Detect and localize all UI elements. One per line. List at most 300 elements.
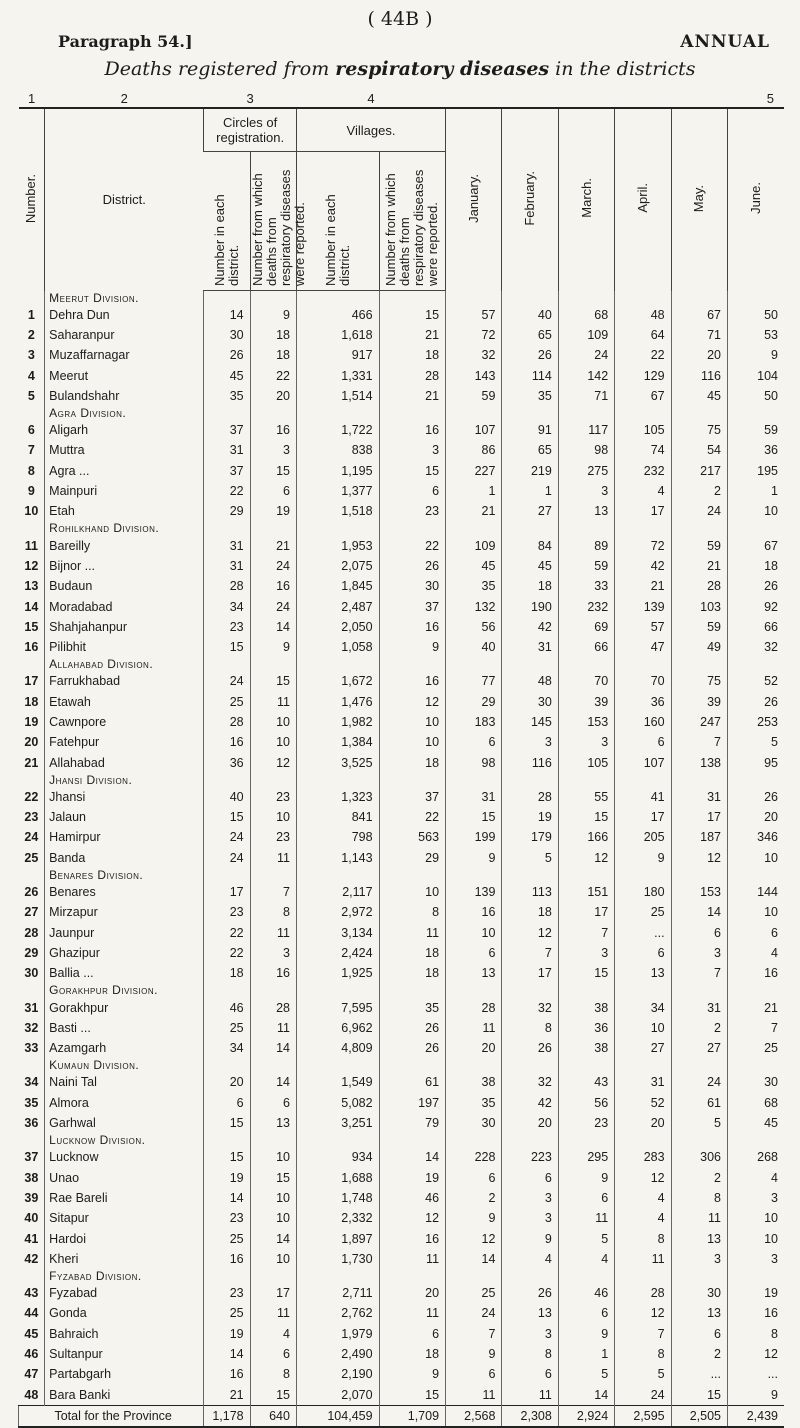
circles-count: 35 [204,386,250,406]
division-row [19,773,785,787]
division-row [19,983,785,997]
column-number: 4 [296,90,445,108]
table-row [19,1303,785,1323]
division-row [19,521,785,535]
month-deaths: 13 [671,1228,727,1248]
villages-count: 1,143 [296,848,379,868]
month-deaths: 4 [615,1208,671,1228]
circles-count: 14 [204,1188,250,1208]
empty-cell [204,868,250,882]
empty-cell [671,657,727,671]
total-month-deaths: 2,568 [446,1405,502,1427]
empty-cell [615,1058,671,1072]
month-deaths: 24 [671,501,727,521]
month-deaths: 10 [446,923,502,943]
table-row [19,787,785,807]
table-row [19,827,785,847]
month-deaths: 38 [446,1072,502,1092]
month-deaths: 15 [671,1384,727,1405]
month-deaths: 28 [671,576,727,596]
month-deaths: 9 [502,1228,558,1248]
villages-deaths: 22 [379,807,445,827]
month-deaths: 11 [671,1208,727,1228]
district-name: Etah [45,501,204,521]
month-deaths: 19 [502,807,558,827]
circles-count: 15 [204,807,250,827]
empty-cell [671,1269,727,1283]
month-deaths: 89 [558,535,614,555]
table-row [19,461,785,481]
empty-cell [727,406,784,420]
month-deaths: 105 [558,752,614,772]
villages-count: 1,323 [296,787,379,807]
month-deaths: 4 [727,943,784,963]
division-name: Rohilkhand Division. [45,521,204,535]
villages-count: 1,331 [296,365,379,385]
villages-count: 2,075 [296,556,379,576]
villages-count: 1,979 [296,1324,379,1344]
column-number: 2 [45,90,204,108]
villages-deaths: 26 [379,1018,445,1038]
villages-count: 798 [296,827,379,847]
villages-deaths: 30 [379,576,445,596]
month-deaths: 42 [615,556,671,576]
month-deaths: 6 [446,732,502,752]
district-name: Benares [45,882,204,902]
villages-deaths: 6 [379,1324,445,1344]
empty-cell [379,1133,445,1147]
villages-count: 934 [296,1147,379,1167]
circles-count: 31 [204,440,250,460]
month-deaths: 12 [558,848,614,868]
table-row [19,943,785,963]
empty-cell [296,773,379,787]
villages-deaths: 35 [379,997,445,1017]
empty-cell [502,983,558,997]
row-number [19,983,45,997]
district-name: Basti ... [45,1018,204,1038]
district-name: Moradabad [45,596,204,616]
empty-cell [558,657,614,671]
empty-cell [502,406,558,420]
month-deaths: 74 [615,440,671,460]
villages-deaths: 18 [379,752,445,772]
table-row [19,692,785,712]
villages-count: 1,058 [296,637,379,657]
month-deaths: 41 [615,787,671,807]
circles-deaths: 11 [250,1303,296,1323]
district-name: Ballia ... [45,963,204,983]
district-name: Ghazipur [45,943,204,963]
circles-deaths: 11 [250,923,296,943]
month-deaths: 9 [446,1208,502,1228]
month-deaths: 105 [615,420,671,440]
empty-cell [727,521,784,535]
circles-deaths: 22 [250,365,296,385]
district-name: Naini Tal [45,1072,204,1092]
row-number: 41 [24,1231,39,1246]
month-deaths: 104 [727,365,784,385]
month-deaths: 57 [615,617,671,637]
circles-deaths: 11 [250,692,296,712]
empty-cell [558,773,614,787]
month-deaths: 38 [558,1038,614,1058]
district-name: Pilibhit [45,637,204,657]
month-deaths: 30 [502,692,558,712]
row-number [19,521,45,535]
villages-deaths: 9 [379,1364,445,1384]
circles-deaths: 7 [250,882,296,902]
empty-cell [204,657,250,671]
month-deaths: 34 [615,997,671,1017]
circles-count: 15 [204,637,250,657]
district-name: Budaun [45,576,204,596]
empty-cell [446,983,502,997]
month-deaths: 3 [671,1249,727,1269]
circles-count: 37 [204,420,250,440]
circles-count: 6 [204,1093,250,1113]
month-deaths: 232 [615,461,671,481]
month-deaths: 24 [558,345,614,365]
table-row [19,1038,785,1058]
table-row [19,420,785,440]
table-row [19,807,785,827]
circles-count: 25 [204,1228,250,1248]
month-deaths: 67 [671,305,727,325]
month-deaths: 59 [727,420,784,440]
table-row [19,481,785,501]
circles-deaths: 18 [250,345,296,365]
month-deaths: 59 [671,617,727,637]
month-deaths: 306 [671,1147,727,1167]
district-name: Azamgarh [45,1038,204,1058]
month-deaths: 98 [446,752,502,772]
circles-deaths: 9 [250,305,296,325]
month-deaths: 33 [558,576,614,596]
circles-deaths: 18 [250,325,296,345]
month-deaths: 3 [502,1324,558,1344]
district-name: Farrukhabad [45,671,204,691]
villages-count: 841 [296,807,379,827]
villages-count: 1,845 [296,576,379,596]
deaths-table-wrapper [18,90,784,1428]
district-name: Bijnor ... [45,556,204,576]
month-deaths: 31 [502,637,558,657]
month-deaths: 8 [671,1188,727,1208]
circles-deaths: 28 [250,997,296,1017]
circles-count: 25 [204,1018,250,1038]
month-deaths: 65 [502,325,558,345]
empty-cell [250,868,296,882]
villages-count: 2,490 [296,1344,379,1364]
month-deaths: 142 [558,365,614,385]
circles-count: 45 [204,365,250,385]
month-deaths: 144 [727,882,784,902]
month-deaths: 48 [502,671,558,691]
villages-count: 917 [296,345,379,365]
month-deaths: 32 [727,637,784,657]
total-month-deaths: 2,439 [727,1405,784,1427]
circles-count: 19 [204,1167,250,1187]
circles-deaths: 14 [250,1228,296,1248]
villages-deaths: 10 [379,712,445,732]
month-deaths: 8 [502,1344,558,1364]
month-deaths: 10 [727,501,784,521]
empty-cell [446,773,502,787]
month-deaths: 3 [502,1188,558,1208]
month-deaths: 59 [558,556,614,576]
month-deaths: 40 [446,637,502,657]
month-deaths: 84 [502,535,558,555]
month-deaths: 3 [671,943,727,963]
villages-deaths: 20 [379,1283,445,1303]
empty-cell [558,1269,614,1283]
month-deaths: 103 [671,596,727,616]
table-row [19,1093,785,1113]
month-deaths: 95 [727,752,784,772]
circles-count: 31 [204,535,250,555]
month-deaths: 28 [446,997,502,1017]
table-row [19,963,785,983]
month-deaths: 28 [502,787,558,807]
column-number: 5 [502,90,784,108]
empty-cell [671,1133,727,1147]
district-name: Allahabad [45,752,204,772]
month-deaths: 26 [727,576,784,596]
table-row [19,305,785,325]
villages-deaths: 15 [379,461,445,481]
empty-cell [296,406,379,420]
month-deaths: 26 [727,787,784,807]
circles-count: 14 [204,1344,250,1364]
month-deaths: ... [615,923,671,943]
villages-deaths: 18 [379,1344,445,1364]
villages-count: 2,424 [296,943,379,963]
empty-cell [250,521,296,535]
empty-cell [502,773,558,787]
total-circles-count: 1,178 [204,1405,250,1427]
month-deaths: 20 [615,1113,671,1133]
table-row [19,1208,785,1228]
annual-label: ANNUAL [680,32,770,52]
circles-count: 29 [204,501,250,521]
month-deaths: 1 [727,481,784,501]
month-deaths: 23 [558,1113,614,1133]
month-deaths: 17 [671,807,727,827]
empty-cell [558,983,614,997]
empty-cell [558,1058,614,1072]
circles-count: 24 [204,671,250,691]
month-deaths: 13 [671,1303,727,1323]
row-number: 46 [24,1347,39,1361]
month-deaths: 45 [502,556,558,576]
district-name: Gonda [45,1303,204,1323]
month-deaths: 9 [446,848,502,868]
circles-deaths: 8 [250,902,296,922]
row-number: 33 [24,1041,39,1056]
table-row [19,1072,785,1092]
month-deaths: 6 [446,1167,502,1187]
month-deaths: 205 [615,827,671,847]
division-name: Lucknow Division. [45,1133,204,1147]
empty-cell [671,1058,727,1072]
empty-cell [204,1058,250,1072]
villages-count: 2,487 [296,596,379,616]
empty-cell [502,291,558,305]
villages-deaths: 16 [379,617,445,637]
header-month: March. [558,108,614,291]
table-row [19,576,785,596]
villages-deaths: 23 [379,501,445,521]
row-number: 20 [24,735,39,750]
empty-cell [379,1269,445,1283]
empty-cell [296,983,379,997]
header-month: May. [671,108,727,291]
circles-count: 26 [204,345,250,365]
total-month-deaths: 2,308 [502,1405,558,1427]
month-deaths: 8 [615,1344,671,1364]
row-number: 23 [24,810,39,825]
header-month: April. [615,108,671,291]
month-deaths: 4 [502,1249,558,1269]
table-row [19,712,785,732]
month-deaths: 232 [558,596,614,616]
month-deaths: 228 [446,1147,502,1167]
villages-count: 2,711 [296,1283,379,1303]
header-villages-count: Number in each district. [296,152,379,291]
circles-deaths: 19 [250,501,296,521]
district-name: Muzaffarnagar [45,345,204,365]
empty-cell [671,868,727,882]
villages-count: 1,722 [296,420,379,440]
district-name: Muttra [45,440,204,460]
month-deaths: 25 [615,902,671,922]
month-deaths: 59 [671,535,727,555]
header-villages-deaths: Number from which deaths from respiratory diseases were reported. [379,152,445,291]
month-deaths: 6 [446,1364,502,1384]
month-deaths: 116 [671,365,727,385]
month-deaths: 14 [671,902,727,922]
circles-count: 36 [204,752,250,772]
month-deaths: 2 [671,1344,727,1364]
division-row [19,1058,785,1072]
month-deaths: 72 [446,325,502,345]
circles-count: 31 [204,556,250,576]
month-deaths: 275 [558,461,614,481]
month-deaths: 15 [558,963,614,983]
district-name: Shahjahanpur [45,617,204,637]
row-number: 5 [27,388,35,403]
month-deaths: 25 [727,1038,784,1058]
month-deaths: 86 [446,440,502,460]
month-deaths: 113 [502,882,558,902]
month-deaths: 6 [615,732,671,752]
circles-count: 25 [204,1303,250,1323]
villages-deaths: 18 [379,345,445,365]
row-number [19,773,45,787]
month-deaths: 12 [502,923,558,943]
month-deaths: 199 [446,827,502,847]
circles-deaths: 10 [250,1188,296,1208]
month-deaths: 17 [615,807,671,827]
circles-deaths: 11 [250,848,296,868]
month-deaths: 17 [615,501,671,521]
villages-deaths: 15 [379,305,445,325]
circles-count: 15 [204,1113,250,1133]
district-name: Rae Bareli [45,1188,204,1208]
header-month: January. [446,108,502,291]
circles-deaths: 3 [250,440,296,460]
table-row [19,1364,785,1384]
district-name: Lucknow [45,1147,204,1167]
month-deaths: 1 [502,481,558,501]
circles-count: 40 [204,787,250,807]
circles-deaths: 8 [250,1364,296,1384]
month-deaths: 183 [446,712,502,732]
row-number: 10 [24,504,39,519]
month-deaths: 30 [671,1283,727,1303]
row-number: 31 [24,1000,39,1015]
month-deaths: 75 [671,671,727,691]
month-deaths: 2 [671,1018,727,1038]
villages-count: 1,549 [296,1072,379,1092]
row-number: 24 [24,830,39,845]
district-name: Partabgarh [45,1364,204,1384]
villages-deaths: 563 [379,827,445,847]
month-deaths: 67 [727,535,784,555]
month-deaths: 14 [558,1384,614,1405]
month-deaths: 114 [502,365,558,385]
circles-deaths: 6 [250,1344,296,1364]
villages-deaths: 37 [379,596,445,616]
empty-cell [615,1269,671,1283]
division-row [19,406,785,420]
month-deaths: 20 [446,1038,502,1058]
month-deaths: 117 [558,420,614,440]
row-number: 37 [24,1150,39,1165]
month-deaths: 253 [727,712,784,732]
row-number: 43 [24,1286,39,1301]
title-bold: respiratory diseases [335,58,550,80]
empty-cell [727,1269,784,1283]
month-deaths: 50 [727,386,784,406]
empty-cell [250,1269,296,1283]
circles-count: 18 [204,963,250,983]
total-month-deaths: 2,505 [671,1405,727,1427]
empty-cell [558,406,614,420]
empty-cell [727,983,784,997]
month-deaths: 6 [446,943,502,963]
villages-count: 1,195 [296,461,379,481]
empty-cell [250,291,296,305]
month-deaths: 4 [558,1249,614,1269]
row-number: 38 [24,1170,39,1185]
month-deaths: 28 [615,1283,671,1303]
circles-deaths: 24 [250,596,296,616]
row-number: 48 [24,1387,39,1402]
villages-deaths: 16 [379,1228,445,1248]
circles-deaths: 13 [250,1113,296,1133]
district-name: Aligarh [45,420,204,440]
row-number: 21 [24,755,39,770]
month-deaths: 12 [446,1228,502,1248]
month-deaths: 18 [727,556,784,576]
month-deaths: 26 [502,345,558,365]
month-deaths: 11 [558,1208,614,1228]
villages-count: 1,672 [296,671,379,691]
empty-cell [558,291,614,305]
month-deaths: 10 [727,902,784,922]
